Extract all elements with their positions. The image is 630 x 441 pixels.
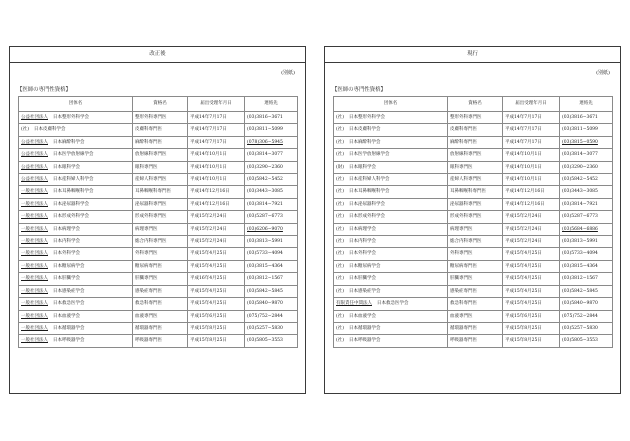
org-name: 日本感染症学会 (53, 288, 85, 294)
org-name: 日本皮膚科学会 (349, 127, 381, 133)
org-prefix: 一般社団法人 (21, 214, 48, 220)
org-name: 日本耳鼻咽喉科学会 (349, 189, 390, 195)
date-cell: 平成14年7月17日 (188, 112, 245, 124)
table-row (19, 248, 298, 260)
org-prefix: 一般社団法人 (21, 201, 48, 207)
table-row (19, 310, 298, 322)
phone-cell: (075)752−2844 (560, 310, 613, 322)
date-cell: 平成15年2月24日 (503, 223, 560, 235)
org-name: 日本外科学会 (349, 251, 377, 257)
org-cell (334, 136, 448, 148)
qualification-cell: 糖尿病専門医 (133, 260, 188, 272)
panel-current (324, 46, 621, 394)
org-prefix: 一般社団法人 (21, 263, 48, 269)
org-name: 日本外科学会 (53, 251, 80, 257)
date-cell: 平成15年2月24日 (188, 211, 245, 223)
column-header: 団体名 (334, 97, 448, 112)
org-prefix: 一般社団法人 (21, 288, 48, 294)
org-cell (19, 174, 133, 186)
qualification-cell: 整形外科専門医 (133, 112, 188, 124)
phone-cell: (03)5842−5452 (245, 174, 298, 186)
phone-cell: (03)5257−5830 (245, 322, 298, 334)
panel-header: 改正後 (10, 47, 305, 63)
qualification-cell: 循環器専門医 (448, 322, 503, 334)
phone-cell: (03)5287−6773 (560, 211, 613, 223)
date-cell: 平成14年12月16日 (503, 186, 560, 198)
table-row (334, 161, 613, 173)
date-cell: 平成14年7月17日 (503, 112, 560, 124)
qualification-cell: 放射線科専門医 (133, 149, 188, 161)
table-row (334, 310, 613, 322)
date-cell: 平成15年4月25日 (503, 260, 560, 272)
org-cell (19, 310, 133, 322)
phone-cell: (03)3811−5099 (245, 124, 298, 136)
phone-cell: (03)5733−4094 (560, 248, 613, 260)
org-cell (334, 174, 448, 186)
phone-cell: (03)5805−3553 (245, 335, 298, 347)
table-row (334, 248, 613, 260)
org-cell (19, 161, 133, 173)
date-cell: 平成16年4月25日 (188, 273, 245, 285)
org-prefix: (社) (336, 152, 345, 158)
phone-cell: (03)3815−0590 (560, 136, 613, 148)
table-row (19, 322, 298, 334)
org-prefix: (社) (336, 325, 345, 331)
org-name: 日本麻酔科学会 (349, 139, 381, 145)
table-row (334, 223, 613, 235)
table-row (19, 298, 298, 310)
org-prefix: (社) (336, 263, 345, 269)
org-prefix: (社) (336, 139, 345, 145)
org-cell (334, 273, 448, 285)
qualification-cell: 眼科専門医 (448, 161, 503, 173)
phone-cell: (03)5684−6886 (560, 223, 613, 235)
org-name: 日本医学放射線学会 (349, 152, 390, 158)
qualification-cell: 病理専門医 (448, 223, 503, 235)
phone-cell: (03)3813−5991 (245, 236, 298, 248)
panel-header: 現行 (325, 47, 620, 63)
date-cell: 平成15年4月25日 (188, 298, 245, 310)
org-prefix: 公益社団法人 (21, 152, 48, 158)
column-header: 団体名 (19, 97, 133, 112)
table-row (334, 285, 613, 297)
org-cell (19, 335, 133, 347)
org-name: 日本感染症学会 (349, 288, 381, 294)
org-cell (334, 310, 448, 322)
org-cell (334, 124, 448, 136)
org-cell (334, 223, 448, 235)
qualification-cell: 産婦人科専門医 (448, 174, 503, 186)
column-header: 連絡先 (560, 97, 613, 112)
table-row (19, 260, 298, 272)
date-cell: 平成15年2月24日 (188, 236, 245, 248)
qualification-cell: 血液専門医 (448, 310, 503, 322)
org-prefix: (社) (336, 214, 345, 220)
table-row (334, 211, 613, 223)
org-name: 日本眼科学会 (349, 164, 377, 170)
date-cell: 平成15年2月24日 (503, 211, 560, 223)
column-header: 届出受理年月日 (188, 97, 245, 112)
table-row (19, 335, 298, 347)
qualification-cell: 泌尿器科専門医 (448, 198, 503, 210)
table-row (334, 236, 613, 248)
phone-cell: (03)5805−3553 (560, 335, 613, 347)
org-prefix: 一般社団法人 (21, 325, 48, 331)
qualification-cell: 形成外科専門医 (133, 211, 188, 223)
section-title: 【医師の専門性資格】 (332, 87, 386, 93)
table-row (19, 223, 298, 235)
org-name: 日本糖尿病学会 (53, 263, 85, 269)
column-header: 届出受理年月日 (503, 97, 560, 112)
date-cell: 平成14年10月1日 (503, 161, 560, 173)
org-cell (334, 335, 448, 347)
qualification-cell: 整形外科専門医 (448, 112, 503, 124)
table-row (334, 149, 613, 161)
qualification-cell: 肝臓専門医 (448, 273, 503, 285)
org-prefix: (社) (336, 201, 345, 207)
date-cell: 平成15年4月25日 (503, 298, 560, 310)
phone-cell: (03)5257−5830 (560, 322, 613, 334)
date-cell: 平成14年10月1日 (188, 149, 245, 161)
table-row (19, 186, 298, 198)
date-cell: 平成15年6月25日 (503, 310, 560, 322)
org-cell (19, 298, 133, 310)
phone-cell: (03)5733−4094 (245, 248, 298, 260)
org-prefix: (社) (336, 313, 345, 319)
org-cell (334, 112, 448, 124)
date-cell: 平成15年8月25日 (188, 335, 245, 347)
org-name: 日本整形外科学会 (53, 115, 89, 120)
qualification-cell: 糖尿病専門医 (448, 260, 503, 272)
date-cell: 平成15年8月25日 (188, 322, 245, 334)
date-cell: 平成15年4月25日 (503, 248, 560, 260)
table-row (19, 285, 298, 297)
qualification-cell: 総合内科専門医 (448, 236, 503, 248)
phone-cell: (03)3814−3077 (560, 149, 613, 161)
org-name: 日本循環器学会 (53, 325, 85, 331)
org-prefix: (社) (336, 115, 345, 120)
org-prefix: (社) (336, 226, 345, 232)
org-prefix: 一般社団法人 (21, 338, 48, 344)
org-prefix: 公益社団法人 (21, 139, 48, 145)
phone-cell: (03)3812−1567 (245, 273, 298, 285)
org-prefix: (財) (336, 164, 345, 170)
phone-cell: (03)3290−2360 (560, 161, 613, 173)
phone-cell: (03)5842−5452 (560, 174, 613, 186)
org-name: 日本泌尿器科学会 (349, 201, 386, 207)
phone-cell: (03)3814−7921 (560, 198, 613, 210)
org-prefix: 一般社団法人 (21, 226, 48, 232)
date-cell: 平成15年8月25日 (503, 335, 560, 347)
phone-cell: (03)5287−6773 (245, 211, 298, 223)
org-name: 日本産科婦人科学会 (349, 177, 390, 183)
table-row (19, 236, 298, 248)
org-prefix: (社) (336, 127, 345, 133)
date-cell: 平成15年4月25日 (503, 285, 560, 297)
table-row (334, 198, 613, 210)
org-name: 日本血液学会 (53, 313, 80, 319)
org-prefix: (社) (336, 338, 345, 344)
org-cell (19, 285, 133, 297)
qualification-cell: 循環器専門医 (133, 322, 188, 334)
date-cell: 平成14年10月1日 (503, 149, 560, 161)
table-row (334, 174, 613, 186)
org-name: 日本呼吸器学会 (53, 338, 85, 344)
phone-cell: (03)5840−9870 (560, 298, 613, 310)
phone-cell: (03)3811−5099 (560, 124, 613, 136)
date-cell: 平成15年4月25日 (188, 248, 245, 260)
phone-cell: (03)3443−3085 (560, 186, 613, 198)
attachment-note: (別紙) (281, 70, 295, 76)
phone-cell: (03)5840−9870 (245, 298, 298, 310)
org-prefix: 公益社団法人 (21, 115, 48, 120)
date-cell: 平成14年7月17日 (503, 124, 560, 136)
org-name: 日本呼吸器学会 (349, 338, 381, 344)
table-row (19, 136, 298, 148)
qualification-cell: 感染症専門医 (133, 285, 188, 297)
date-cell: 平成15年8月25日 (503, 322, 560, 334)
phone-cell: (078)306−5945 (245, 136, 298, 148)
table-row (334, 298, 613, 310)
table-row (19, 198, 298, 210)
qualification-cell: 呼吸器専門医 (448, 335, 503, 347)
org-name: 日本耳鼻咽喉科学会 (53, 189, 94, 195)
table-row (19, 112, 298, 124)
phone-cell: (03)6206−9070 (245, 223, 298, 235)
qualification-cell: 形成外科専門医 (448, 211, 503, 223)
phone-cell: (03)3813−5991 (560, 236, 613, 248)
org-name: 日本麻酔科学会 (53, 139, 85, 145)
org-name: 日本内科学会 (349, 239, 377, 245)
panel-revised (9, 46, 306, 394)
column-header: 資格名 (133, 97, 188, 112)
qualification-cell: 泌尿器科専門医 (133, 198, 188, 210)
qualification-cell: 耳鼻咽喉科専門医 (448, 186, 503, 198)
org-name: 日本形成外科学会 (349, 214, 386, 220)
qualification-cell: 放射線科専門医 (448, 149, 503, 161)
date-cell: 平成15年4月25日 (188, 285, 245, 297)
org-cell (19, 322, 133, 334)
org-name: 日本病理学会 (53, 226, 80, 232)
org-cell (19, 236, 133, 248)
date-cell: 平成14年7月17日 (188, 136, 245, 148)
org-cell (334, 186, 448, 198)
qualification-cell: 外科専門医 (133, 248, 188, 260)
table-row (334, 322, 613, 334)
org-name: 日本肝臓学会 (53, 276, 80, 282)
org-cell (19, 223, 133, 235)
org-prefix: 一般社団法人 (21, 301, 48, 307)
org-prefix: 一般社団法人 (21, 239, 48, 245)
org-cell (19, 248, 133, 260)
date-cell: 平成15年4月25日 (503, 273, 560, 285)
org-prefix: 公益社団法人 (21, 177, 48, 183)
org-name: 日本産科婦人科学会 (53, 177, 94, 183)
org-cell (334, 322, 448, 334)
org-prefix: (社) (336, 177, 345, 183)
date-cell: 平成15年2月24日 (188, 223, 245, 235)
org-prefix: 有限責任中間法人 (336, 301, 372, 307)
phone-cell: (03)3816−3671 (245, 112, 298, 124)
org-cell (334, 236, 448, 248)
qualification-cell: 麻酔科専門医 (448, 136, 503, 148)
org-name: 日本形成外科学会 (53, 214, 89, 220)
table-header-row (334, 97, 613, 112)
qualification-cell: 麻酔科専門医 (133, 136, 188, 148)
org-cell (334, 161, 448, 173)
org-name: 日本循環器学会 (349, 325, 381, 331)
org-name: 日本泌尿器科学会 (53, 201, 89, 207)
org-cell (19, 186, 133, 198)
qualification-cell: 呼吸器専門医 (133, 335, 188, 347)
date-cell: 平成15年4月25日 (188, 260, 245, 272)
qualification-table (18, 96, 298, 348)
org-name: 日本眼科学会 (53, 164, 80, 170)
qualification-cell: 眼科専門医 (133, 161, 188, 173)
phone-cell: (075)752−2844 (245, 310, 298, 322)
phone-cell: (03)3443−3085 (245, 186, 298, 198)
qualification-cell: 総合内科専門医 (133, 236, 188, 248)
date-cell: 平成15年2月24日 (503, 236, 560, 248)
date-cell: 平成14年10月1日 (188, 174, 245, 186)
org-prefix: 一般社団法人 (21, 251, 48, 257)
qualification-cell: 肝臓専門医 (133, 273, 188, 285)
table-row (19, 124, 298, 136)
org-cell (334, 149, 448, 161)
org-prefix: 公益社団法人 (21, 164, 48, 170)
date-cell: 平成14年7月17日 (503, 136, 560, 148)
date-cell: 平成15年6月25日 (188, 310, 245, 322)
table-header-row (19, 97, 298, 112)
table-row (334, 136, 613, 148)
phone-cell: (03)5842−5845 (560, 285, 613, 297)
org-cell (19, 124, 133, 136)
date-cell: 平成14年7月17日 (188, 124, 245, 136)
attachment-note: (別紙) (596, 70, 610, 76)
org-prefix: (社) (21, 127, 30, 133)
qualification-cell: 救急科専門医 (133, 298, 188, 310)
table-row (334, 186, 613, 198)
phone-cell: (03)3815−4364 (560, 260, 613, 272)
table-row (334, 260, 613, 272)
column-header: 資格名 (448, 97, 503, 112)
qualification-cell: 血液専門医 (133, 310, 188, 322)
org-prefix: 一般社団法人 (21, 276, 48, 282)
table-row (334, 335, 613, 347)
org-prefix: (社) (336, 189, 345, 195)
qualification-cell: 耳鼻咽喉科専門医 (133, 186, 188, 198)
qualification-cell: 外科専門医 (448, 248, 503, 260)
org-name: 日本糖尿病学会 (349, 263, 381, 269)
date-cell: 平成14年10月1日 (503, 174, 560, 186)
phone-cell: (03)3290−2360 (245, 161, 298, 173)
column-header: 連絡先 (245, 97, 298, 112)
org-cell (334, 285, 448, 297)
org-cell (19, 260, 133, 272)
qualification-cell: 感染症専門医 (448, 285, 503, 297)
phone-cell: (03)3815−4364 (245, 260, 298, 272)
org-prefix: (社) (336, 276, 345, 282)
table-row (334, 124, 613, 136)
org-name: 日本病理学会 (349, 226, 377, 232)
org-name: 日本整形外科学会 (349, 115, 386, 120)
date-cell: 平成14年10月1日 (188, 161, 245, 173)
org-cell (334, 248, 448, 260)
table-row (19, 273, 298, 285)
org-name: 日本救急医学会 (377, 301, 409, 307)
org-cell (334, 260, 448, 272)
phone-cell: (03)3814−7921 (245, 198, 298, 210)
org-name: 日本内科学会 (53, 239, 80, 245)
org-cell (334, 298, 448, 310)
phone-cell: (03)5842−5845 (245, 285, 298, 297)
org-prefix: (社) (336, 288, 345, 294)
org-name: 日本医学放射線学会 (53, 152, 94, 158)
phone-cell: (03)3812−1567 (560, 273, 613, 285)
org-cell (19, 211, 133, 223)
date-cell: 平成14年12月16日 (188, 186, 245, 198)
table-row (19, 211, 298, 223)
qualification-table (333, 96, 613, 348)
qualification-cell: 病理専門医 (133, 223, 188, 235)
org-cell (19, 136, 133, 148)
org-cell (334, 198, 448, 210)
org-cell (334, 211, 448, 223)
table-row (334, 273, 613, 285)
phone-cell: (03)3816−3671 (560, 112, 613, 124)
org-prefix: 一般社団法人 (21, 313, 48, 319)
org-name: 日本血液学会 (349, 313, 377, 319)
section-title: 【医師の専門性資格】 (17, 87, 71, 93)
org-cell (19, 198, 133, 210)
org-name: 日本肝臓学会 (349, 276, 377, 282)
date-cell: 平成14年12月16日 (188, 198, 245, 210)
org-cell (19, 112, 133, 124)
org-prefix: (社) (336, 239, 345, 245)
org-name: 日本皮膚科学会 (34, 127, 66, 133)
table-row (334, 112, 613, 124)
table-row (19, 161, 298, 173)
date-cell: 平成14年12月16日 (503, 198, 560, 210)
table-row (19, 174, 298, 186)
org-cell (19, 149, 133, 161)
qualification-cell: 皮膚科専門医 (133, 124, 188, 136)
table-row (19, 149, 298, 161)
org-cell (19, 273, 133, 285)
qualification-cell: 皮膚科専門医 (448, 124, 503, 136)
phone-cell: (03)3814−3077 (245, 149, 298, 161)
qualification-cell: 救急科専門医 (448, 298, 503, 310)
org-name: 日本救急医学会 (53, 301, 85, 307)
org-prefix: 一般社団法人 (21, 189, 48, 195)
org-prefix: (社) (336, 251, 345, 257)
qualification-cell: 産婦人科専門医 (133, 174, 188, 186)
